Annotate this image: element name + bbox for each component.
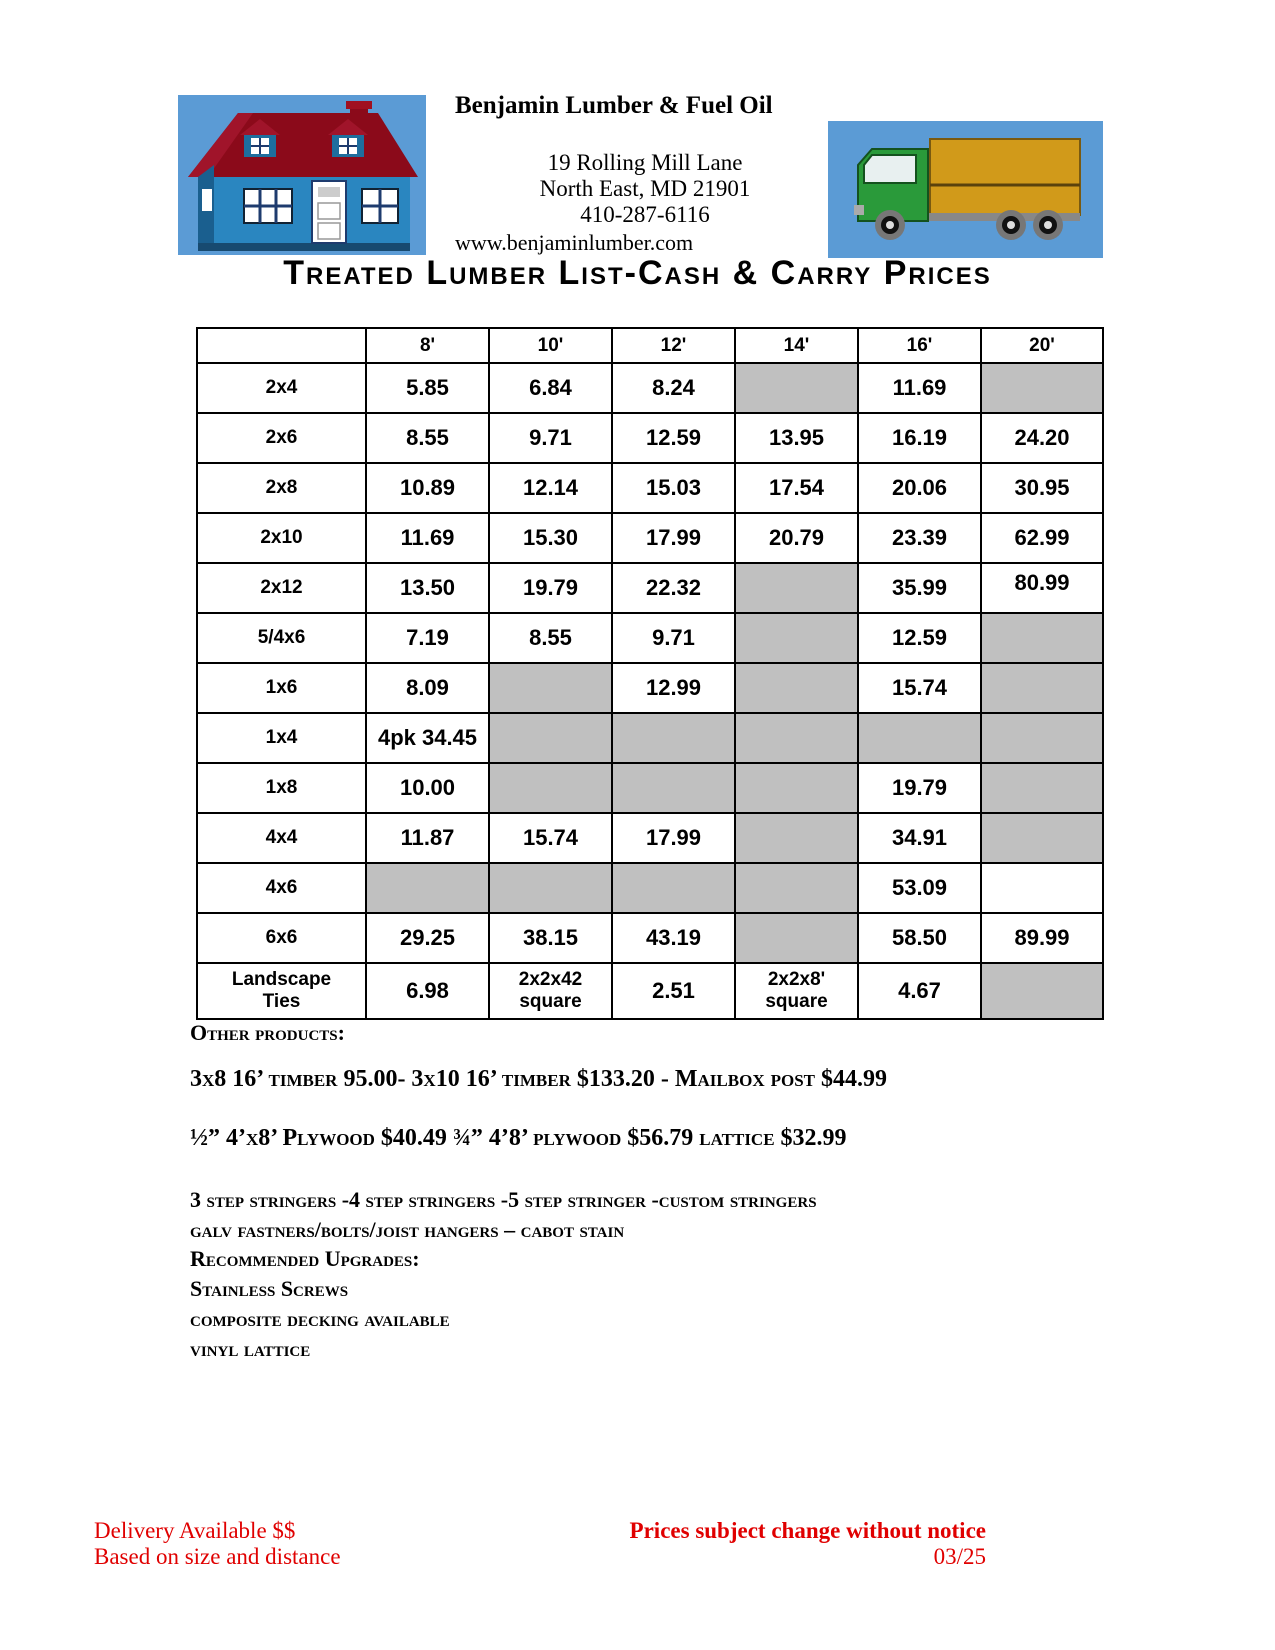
- unavailable-cell: [981, 363, 1103, 413]
- price-cell: 15.74: [489, 813, 612, 863]
- unavailable-cell: [489, 663, 612, 713]
- price-cell: 11.87: [366, 813, 489, 863]
- price-cell: 9.71: [489, 413, 612, 463]
- lumber-size-cell: 4x6: [197, 863, 366, 913]
- price-cell: 6.98: [366, 963, 489, 1019]
- unavailable-cell: [735, 763, 858, 813]
- unavailable-cell: [735, 563, 858, 613]
- lumber-size-cell: 2x6: [197, 413, 366, 463]
- house-icon: [178, 95, 426, 255]
- table-header-row: [197, 328, 1103, 363]
- table-row: [197, 513, 1103, 563]
- unavailable-cell: [735, 863, 858, 913]
- product-line: 3x8 16’ timber 95.00- 3x10 16’ timber $133.20 - Mailbox post $44.99: [190, 1066, 887, 1092]
- price-cell: 23.39: [858, 513, 981, 563]
- price-cell: 15.74: [858, 663, 981, 713]
- price-cell: 2x2x8' square: [735, 963, 858, 1019]
- product-line: composite decking available: [190, 1306, 450, 1331]
- column-header: 16': [858, 328, 981, 363]
- price-cell: 24.20: [981, 413, 1103, 463]
- price-cell: 12.14: [489, 463, 612, 513]
- table-row: [197, 363, 1103, 413]
- price-cell: 62.99: [981, 513, 1103, 563]
- price-cell: 13.50: [366, 563, 489, 613]
- price-table: [196, 327, 1104, 1020]
- price-cell: 8.24: [612, 363, 735, 413]
- price-cell: 15.03: [612, 463, 735, 513]
- price-cell: 8.55: [366, 413, 489, 463]
- unavailable-cell: [981, 813, 1103, 863]
- product-line: ½” 4’x8’ Plywood $40.49 ¾” 4’8’ plywood $56.79 lattice $32.99: [190, 1125, 847, 1151]
- table-row: [197, 713, 1103, 763]
- price-cell: 8.55: [489, 613, 612, 663]
- table-row: [197, 813, 1103, 863]
- lumber-size-cell: Landscape Ties: [197, 963, 366, 1019]
- price-cell: 16.19: [858, 413, 981, 463]
- unavailable-cell: [735, 913, 858, 963]
- price-cell: 15.30: [489, 513, 612, 563]
- other-products-heading: Other products:: [190, 1020, 345, 1045]
- address-line-2: North East, MD 21901: [539, 176, 751, 201]
- unavailable-cell: [735, 663, 858, 713]
- unavailable-cell: [981, 663, 1103, 713]
- table-row: [197, 463, 1103, 513]
- price-cell: 80.99: [981, 563, 1103, 613]
- page-title: Treated Lumber List-Cash & Carry Prices: [283, 254, 992, 292]
- table-row: [197, 763, 1103, 813]
- price-cell: 58.50: [858, 913, 981, 963]
- product-line: vinyl lattice: [190, 1336, 311, 1361]
- price-cell: 17.99: [612, 513, 735, 563]
- column-header: 12': [612, 328, 735, 363]
- truck-icon: [828, 121, 1103, 258]
- unavailable-cell: [366, 863, 489, 913]
- table-row: [197, 413, 1103, 463]
- price-cell: 29.25: [366, 913, 489, 963]
- price-cell: 6.84: [489, 363, 612, 413]
- unavailable-cell: [981, 763, 1103, 813]
- unavailable-cell: [735, 363, 858, 413]
- price-cell: 43.19: [612, 913, 735, 963]
- unavailable-cell: [612, 863, 735, 913]
- column-header: [197, 328, 366, 363]
- lumber-size-cell: 1x4: [197, 713, 366, 763]
- price-cell: 38.15: [489, 913, 612, 963]
- price-date: 03/25: [933, 1544, 986, 1569]
- unavailable-cell: [735, 613, 858, 663]
- price-cell: 10.89: [366, 463, 489, 513]
- price-cell: 19.79: [489, 563, 612, 613]
- column-header: 8': [366, 328, 489, 363]
- product-line: 3 step stringers -4 step stringers -5 step stringer -custom stringers: [190, 1187, 817, 1212]
- unavailable-cell: [735, 713, 858, 763]
- product-line: Recommended Upgrades:: [190, 1246, 420, 1271]
- phone-number: 410-287-6116: [580, 202, 710, 227]
- product-line: galv fastners/bolts/joist hangers – cabot stain: [190, 1217, 625, 1242]
- unavailable-cell: [489, 763, 612, 813]
- price-cell: 4pk 34.45: [366, 713, 489, 763]
- delivery-note: Based on size and distance: [94, 1544, 341, 1569]
- address-line-1: 19 Rolling Mill Lane: [547, 150, 743, 175]
- unavailable-cell: [858, 713, 981, 763]
- company-name: Benjamin Lumber & Fuel Oil: [455, 92, 773, 119]
- price-cell: 89.99: [981, 913, 1103, 963]
- table-row: [197, 963, 1103, 1019]
- price-cell: 19.79: [858, 763, 981, 813]
- table-row: [197, 613, 1103, 663]
- price-cell: 10.00: [366, 763, 489, 813]
- lumber-size-cell: 2x4: [197, 363, 366, 413]
- unavailable-cell: [981, 713, 1103, 763]
- price-cell: 17.99: [612, 813, 735, 863]
- lumber-size-cell: 5/4x6: [197, 613, 366, 663]
- lumber-size-cell: 1x6: [197, 663, 366, 713]
- column-header: 14': [735, 328, 858, 363]
- price-cell: 20.06: [858, 463, 981, 513]
- unavailable-cell: [612, 713, 735, 763]
- unavailable-cell: [612, 763, 735, 813]
- unavailable-cell: [489, 713, 612, 763]
- price-cell: [981, 863, 1103, 913]
- price-cell: 30.95: [981, 463, 1103, 513]
- price-cell: 17.54: [735, 463, 858, 513]
- unavailable-cell: [735, 813, 858, 863]
- delivery-note: Delivery Available $$: [94, 1518, 296, 1543]
- price-cell: 9.71: [612, 613, 735, 663]
- price-cell: 2.51: [612, 963, 735, 1019]
- price-cell: 7.19: [366, 613, 489, 663]
- price-cell: 12.59: [612, 413, 735, 463]
- price-cell: 11.69: [366, 513, 489, 563]
- column-header: 10': [489, 328, 612, 363]
- website: www.benjaminlumber.com: [455, 230, 694, 255]
- price-cell: 12.99: [612, 663, 735, 713]
- price-cell: 34.91: [858, 813, 981, 863]
- lumber-size-cell: 2x10: [197, 513, 366, 563]
- unavailable-cell: [981, 613, 1103, 663]
- unavailable-cell: [981, 963, 1103, 1019]
- price-cell: 20.79: [735, 513, 858, 563]
- lumber-size-cell: 2x8: [197, 463, 366, 513]
- price-notice: Prices subject change without notice: [629, 1518, 986, 1543]
- table-row: [197, 913, 1103, 963]
- table-row: [197, 563, 1103, 613]
- lumber-size-cell: 4x4: [197, 813, 366, 863]
- product-line: Stainless Screws: [190, 1276, 349, 1301]
- price-cell: 11.69: [858, 363, 981, 413]
- price-cell: 13.95: [735, 413, 858, 463]
- price-cell: 35.99: [858, 563, 981, 613]
- lumber-size-cell: 2x12: [197, 563, 366, 613]
- lumber-size-cell: 1x8: [197, 763, 366, 813]
- price-cell: 5.85: [366, 363, 489, 413]
- unavailable-cell: [489, 863, 612, 913]
- price-cell: 12.59: [858, 613, 981, 663]
- table-row: [197, 863, 1103, 913]
- lumber-size-cell: 6x6: [197, 913, 366, 963]
- price-cell: 22.32: [612, 563, 735, 613]
- price-cell: 53.09: [858, 863, 981, 913]
- price-cell: 8.09: [366, 663, 489, 713]
- price-cell: 4.67: [858, 963, 981, 1019]
- column-header: 20': [981, 328, 1103, 363]
- price-cell: 2x2x42 square: [489, 963, 612, 1019]
- table-row: [197, 663, 1103, 713]
